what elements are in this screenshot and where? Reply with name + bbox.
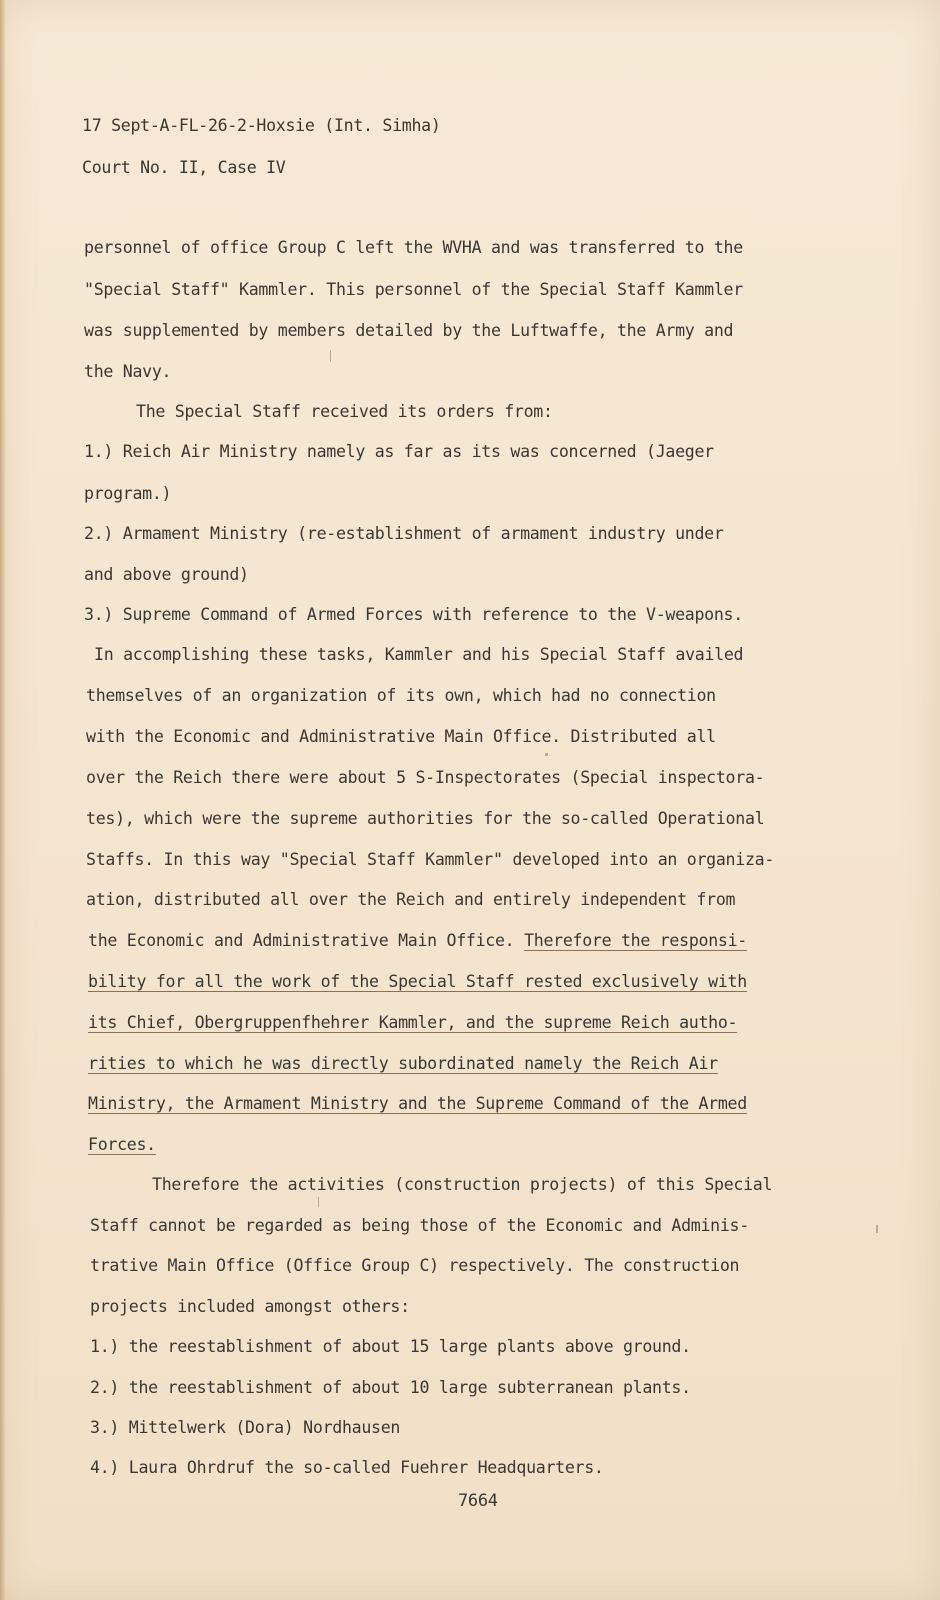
text-line: tes), which were the supreme authorities for the so-called Operational [86, 809, 765, 828]
text-line: ation, distributed all over the Reich and entirely independent from [86, 890, 736, 909]
text-line: over the Reich there were about 5 S-Inspectorates (Special inspectora- [86, 768, 765, 787]
text-line: themselves of an organization of its own, which had no connection [86, 686, 716, 705]
text-line: the Navy. [84, 362, 172, 381]
text-line: projects included amongst others: [90, 1297, 410, 1316]
underlined-line: bility for all the work of the Special Staff rested exclusively with [88, 972, 747, 991]
text-line: and above ground) [84, 565, 249, 584]
text-line: Therefore the activities (construction projects) of this Special [152, 1175, 773, 1194]
text-line: was supplemented by members detailed by the Luftwaffe, the Army and [84, 321, 734, 340]
text-line: Staff cannot be regarded as being those of the Economic and Adminis- [90, 1216, 749, 1235]
text-line: 3.) Supreme Command of Armed Forces with reference to the V-weapons. [84, 605, 743, 624]
text-segment: the Economic and Administrative Main Office. [88, 931, 515, 950]
file-reference: 17 Sept-A-FL-26-2-Hoxsie (Int. Simha) [82, 116, 441, 135]
page-number: 7664 [458, 1491, 498, 1511]
underlined-line: Forces. [88, 1135, 156, 1154]
underlined-line: its Chief, Obergruppenfhehrer Kammler, and the supreme Reich autho- [88, 1013, 738, 1032]
text-line: Staffs. In this way "Special Staff Kammler" developed into an organiza- [86, 850, 775, 869]
text-line: 1.) Reich Air Ministry namely as far as its was concerned (Jaeger [84, 442, 714, 461]
paper-speck [876, 1225, 878, 1233]
paper-speck [318, 1197, 319, 1207]
court-case: Court No. II, Case IV [82, 158, 286, 177]
text-line: The Special Staff received its orders from: [136, 402, 553, 421]
text-line: "Special Staff" Kammler. This personnel of the Special Staff Kammler [84, 280, 743, 299]
text-line: 2.) Armament Ministry (re-establishment of armament industry under [84, 524, 724, 543]
text-line: 2.) the reestablishment of about 10 large subterranean plants. [90, 1378, 691, 1397]
page-edge-shadow [0, 0, 6, 1600]
paper-speck [330, 350, 331, 362]
text-line: 1.) the reestablishment of about 15 large plants above ground. [90, 1337, 691, 1356]
underlined-segment: Therefore the responsi- [524, 931, 747, 950]
underlined-line: rities to which he was directly subordinated namely the Reich Air [88, 1054, 718, 1073]
text-line: program.) [84, 484, 172, 503]
text-line: 4.) Laura Ohrdruf the so-called Fuehrer Headquarters. [90, 1458, 604, 1477]
text-line: In accomplishing these tasks, Kammler and his Special Staff availed [94, 645, 744, 664]
text-line: 3.) Mittelwerk (Dora) Nordhausen [90, 1418, 401, 1437]
paper-speck [545, 753, 548, 756]
underlined-line: Ministry, the Armament Ministry and the Supreme Command of the Armed [88, 1094, 747, 1113]
text-line: with the Economic and Administrative Main Office. Distributed all [86, 727, 716, 746]
text-line-mixed [88, 931, 747, 951]
text-line: personnel of office Group C left the WVHA and was transferred to the [84, 238, 743, 257]
text-line: trative Main Office (Office Group C) respectively. The construction [90, 1256, 740, 1275]
